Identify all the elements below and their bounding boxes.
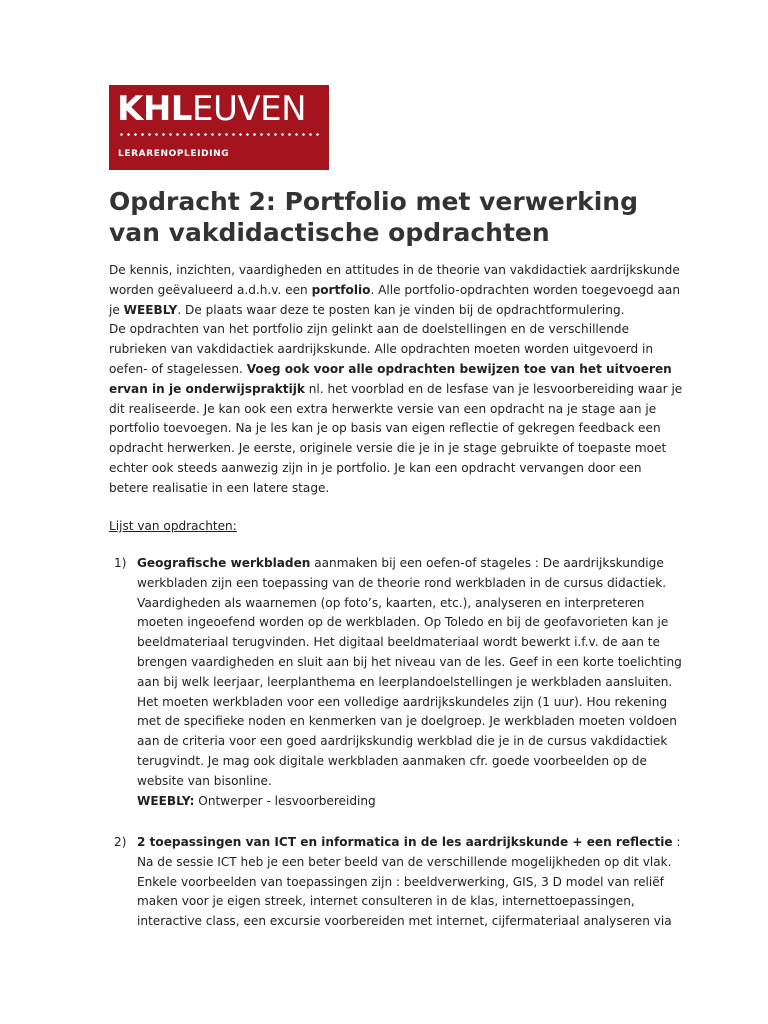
intro-p2-text-c: nl. het voorblad en de lesfase van je lesvoorbereiding waar je dit realiseerde. Je kan ook een extra herwerkte versie van een opdracht na je stage aan je portfolio toevoegen. Na je les kan je op basis van eigen reflectie of gekregen feedback een opdracht herwerken. Je eerste, originele versie die je in je stage gebruikte of toepaste moet echter ook steeds aanwezig zijn in je portfolio. Je kan een opdracht vervangen door een betere realisatie in een latere stage. [109, 381, 683, 495]
logo-subtitle: LERARENOPLEIDING [118, 149, 230, 159]
intro-p1-text-e: . De plaats waar deze te posten kan je vinden bij de opdrachtformulering. [177, 302, 625, 317]
intro-p1-text-a: De kennis, inzichten, vaardigheden en attitudes in de theorie van vakdidactiek aardrijkskunde worden geëvalueerd a.d.h.v. een [109, 263, 680, 297]
list-item [109, 833, 684, 932]
list-item-number: 1) [114, 556, 127, 570]
logo-dotted-line [118, 133, 320, 136]
weebly-text: Ontwerper - lesvoorbereiding [194, 793, 376, 808]
intro-p1-bold-portfolio: portfolio [311, 282, 371, 297]
list-heading: Lijst van opdrachten: [109, 519, 237, 533]
list-item-text: : Na de sessie ICT heb je een beter beeld van de verschillende mogelijkheden op dit vlak. Enkele voorbeelden van toepassingen zijn : beeldverwerking, GIS, 3 D model van reliëf maken voor je eigen streek, internet consulteren in de klas, internettoepassingen, interactive class, een excursie voorbereiden met internet, cijfermateriaal analyseren via [137, 835, 681, 929]
intro-p1-bold-weebly: WEEBLY [123, 302, 178, 317]
page-title [109, 186, 709, 248]
khleuven-logo [109, 85, 329, 170]
intro-p1-text-c: . Alle portfolio-opdrachten worden toegevoegd aan je [109, 282, 681, 317]
intro-p2-text-a: De opdrachten van het portfolio zijn gelinkt aan de doelstellingen en de verschillende rubrieken van vakdidactiek aardrijkskunde. Alle opdrachten moeten worden uitgevoerd in oefen- of stagelessen. [109, 322, 654, 376]
list-item [109, 554, 684, 811]
title-line-1: Opdracht 2: Portfolio met verwerking [109, 187, 638, 216]
logo-bold-part: KHL [117, 89, 192, 129]
logo-thin-part: EUVEN [191, 89, 307, 129]
intro-paragraph-2 [109, 320, 684, 498]
intro-paragraph-1 [109, 261, 684, 320]
list-item-bold: 2 toepassingen van ICT en informatica in de les aardrijkskunde + een reflectie [137, 835, 673, 849]
list-item-body [137, 833, 684, 932]
intro-text [109, 261, 684, 499]
logo-wordmark [117, 87, 306, 131]
list-item-number: 2) [114, 835, 127, 849]
intro-p2-bold: Voeg ook voor alle opdrachten bewijzen toe van het uitvoeren ervan in je onderwijspraktijk [109, 361, 672, 396]
title-line-2: van vakdidactische opdrachten [109, 218, 550, 247]
weebly-label: WEEBLY: [137, 793, 195, 808]
list-item-text: aanmaken bij een oefen-of stageles : De aardrijkskundige werkbladen zijn een toepassing van de theorie rond werkbladen in de cursus didactiek. Vaardigheden als waarnemen (op foto’s, kaarten, etc.), analyseren en interpreteren moeten ingeoefend worden op de werkbladen. Op Toledo en bij de geofavorieten kan je beeldmateriaal terugvinden. Het digitaal beeldmateriaal wordt bewerkt i.f.v. de aan te brengen vaardigheden en sluit aan bij het niveau van de les. Geef in een korte toelichting aan bij welk leerjaar, leerplanthema en leerplandoelstellingen je werkbladen aansluiten. Het moeten werkbladen voor een volledige aardrijkskundeles zijn (1 uur). Hou rekening met de specifieke noden en kenmerken van je doelgroep. Je werkbladen moeten voldoen aan de criteria voor een goed aardrijkskundig werkblad die je in de cursus vakdidactiek terugvindt. Je mag ook digitale werkbladen aanmaken cfr. goede voorbeelden op de website van bisonline. [137, 556, 682, 788]
list-item-bold: Geografische werkbladen [137, 556, 311, 570]
list-item-body [137, 554, 684, 811]
